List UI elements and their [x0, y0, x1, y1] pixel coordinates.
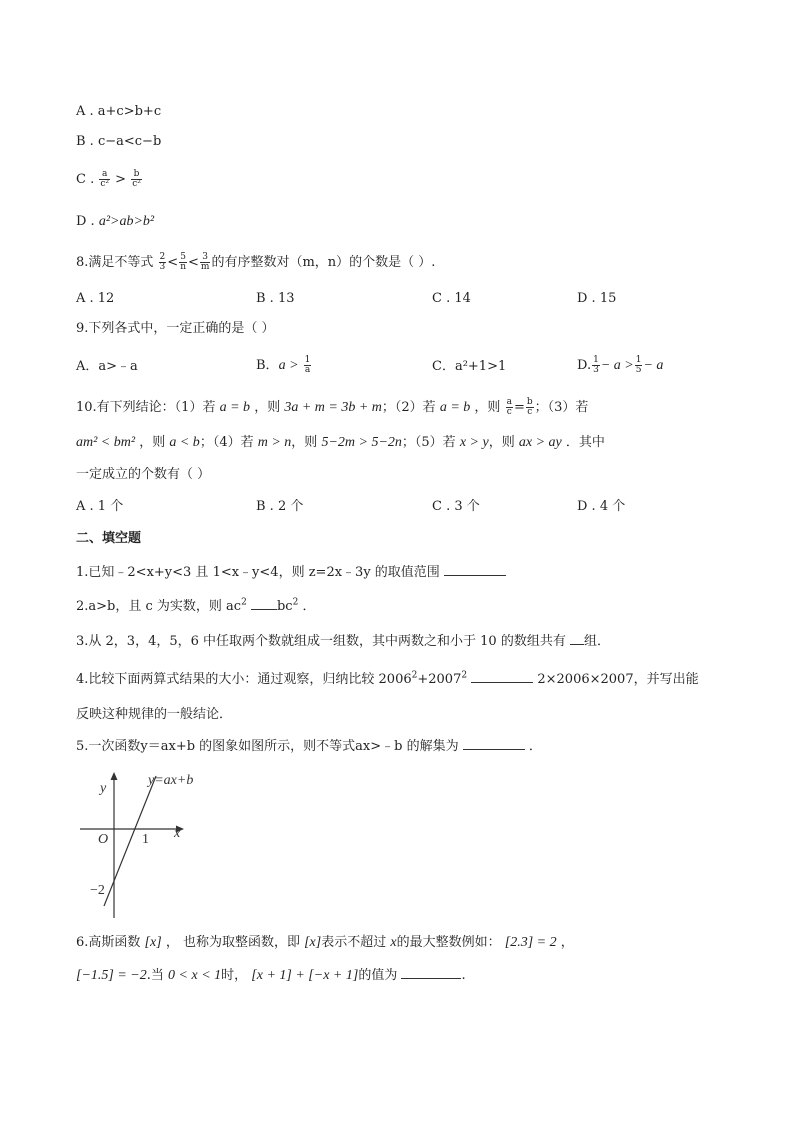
q10-line-2: [76, 434, 605, 452]
graph-y-intercept-label: −2: [90, 883, 105, 898]
fill-q6-i: ，: [560, 935, 574, 950]
q7-c-frac-2: [131, 170, 142, 189]
fill-q4-line-1: [76, 670, 699, 689]
fill-q4-sup-1: 2: [411, 670, 418, 681]
q7-c-den-1: c²: [100, 179, 110, 189]
q8-stem-before: 8.满足不等式: [76, 255, 154, 270]
q10-l1-frac-1: [506, 398, 513, 417]
q8-stem: [76, 253, 435, 272]
q9-option-c: C．a²+1>1: [432, 359, 507, 374]
q9-option-a: A．a>﹣a: [76, 359, 138, 374]
fill-q6-e: 表示不超过: [321, 935, 387, 950]
graph-origin-label: O: [98, 832, 109, 847]
q10-l2-h: ；（5）若: [401, 435, 456, 450]
q9-option-d: [577, 356, 663, 375]
fill-q4-blank[interactable]: [471, 670, 533, 683]
fill-q6-l2-b: .当: [146, 968, 164, 983]
q10-l1-num-1: a: [506, 397, 512, 407]
q10-l2-d: ；（4）若: [199, 435, 254, 450]
fill-q6-b: [x]: [144, 935, 162, 950]
q7-option-d-expr: a²>ab>b²: [98, 214, 155, 229]
q8-f1-den: 3: [159, 262, 166, 272]
fill-q1: [76, 563, 506, 582]
q8-op-1: <: [167, 255, 179, 270]
q9-d-den-1: 3: [593, 365, 599, 375]
section-heading: 二、填空题: [76, 531, 142, 546]
fill-q3: [76, 632, 610, 651]
q10-l2-e: m > n: [257, 435, 292, 450]
q10-option-a: A . 1 个: [76, 499, 124, 514]
q7-option-d-prefix: D .: [76, 214, 95, 229]
q10-l1-e: ；（2）若: [381, 400, 436, 415]
y-axis-arrow: [111, 772, 118, 780]
function-graph: [76, 766, 236, 926]
q10-l2-j: ，则: [488, 435, 515, 450]
fill-q6-l2-g: .: [461, 968, 466, 983]
q8-frac-1: [159, 253, 167, 272]
q8-option-d: D . 15: [577, 291, 617, 306]
fill-q6-l2-d: 时，: [221, 968, 248, 983]
fill-q6-line-2: [76, 966, 466, 985]
q10-l1-eq: =: [513, 400, 525, 415]
q7-c-num-2: b: [131, 170, 142, 180]
q8-f3-den: m: [200, 262, 210, 272]
q9-option-b-prefix: B．: [256, 358, 279, 373]
q8-option-b: B . 13: [256, 291, 295, 306]
fill-q6-l2-f: 的值为: [358, 968, 398, 983]
q9-stem: 9.下列各式中，一定正确的是（ ）: [76, 321, 275, 336]
graph-x-intercept-label: 1: [142, 832, 149, 847]
q8-f2-den: n: [180, 262, 186, 272]
fill-q3-blank[interactable]: [570, 632, 584, 645]
q7-option-b: B . c−a<c−b: [76, 134, 162, 149]
fill-q6-l2-a: [−1.5] = −2: [76, 968, 147, 983]
q7-c-frac-1: [99, 170, 110, 189]
q10-l2-a: am² < bm²: [76, 435, 136, 450]
q7-option-c: [76, 170, 143, 189]
q8-f1-num: 2: [159, 252, 166, 262]
q9-b-den: a: [304, 365, 311, 375]
fill-q5: [76, 737, 542, 756]
q10-l2-c: a < b: [169, 435, 200, 450]
q10-l1-b: a = b: [219, 400, 251, 415]
q8-f3-num: 3: [200, 253, 211, 263]
q9-d-num-2: 1: [635, 355, 642, 365]
q8-option-a: A . 12: [76, 291, 115, 306]
q7-c-num-1: a: [99, 170, 110, 180]
q10-l1-num-2: b: [526, 397, 533, 407]
q8-frac-3: [200, 253, 211, 272]
q9-b-num: 1: [304, 355, 311, 365]
q9-d-frac-2: [635, 356, 643, 375]
q10-l2-k: ax > ay: [518, 435, 562, 450]
q9-d-num-1: 1: [593, 355, 599, 365]
q8-option-c: C . 14: [432, 291, 471, 306]
fill-q3-text: 3.从 2，3，4，5，6 中任取两个数就组成一组数，其中两数之和小于 10 的数组共有: [76, 634, 566, 649]
fill-q3-end: 组．: [583, 634, 610, 649]
q8-f2-num: 5: [180, 252, 186, 262]
fill-q2-b: bc: [276, 599, 293, 614]
fill-q6-a: 6.高斯函数: [76, 935, 141, 950]
fill-q6-g: 的最大整数例如：: [396, 935, 501, 950]
q10-l1-den-2: c: [527, 407, 533, 417]
fill-q5-blank[interactable]: [463, 737, 525, 750]
fill-q2-sup-2: 2: [292, 597, 299, 608]
q10-l1-f: a = b: [439, 400, 471, 415]
graph-x-label: x: [174, 826, 181, 841]
q10-l1-frac-2: [526, 398, 534, 417]
fill-q1-text: 1.已知﹣2<x+y<3 且 1<x﹣y<4，则 z=2x﹣3y 的取值范围: [76, 565, 440, 580]
q9-option-d-end: − a: [643, 358, 664, 373]
fill-q4-sup-2: 2: [461, 670, 468, 681]
fill-q2-c: ．: [302, 599, 316, 614]
graph-line-label: y=ax+b: [148, 773, 194, 788]
q7-option-a: A . a+c>b+c: [76, 104, 162, 119]
fill-q4-a: 4.比较下面两算式结果的大小：通过观察，归纳比较 2006: [76, 672, 412, 687]
q8-stem-after: 的有序整数对（m，n）的个数是（ ）.: [211, 255, 436, 270]
q10-l1-d: 3a + m = 3b + m: [284, 400, 382, 415]
q10-l1-i: ；（3）若: [534, 400, 589, 415]
q10-l1-a: 10.有下列结论：（1）若: [76, 400, 216, 415]
fill-q5-end: ．: [528, 739, 542, 754]
q9-option-d-prefix: D.: [577, 358, 592, 373]
fill-q4-b: +2007: [417, 672, 462, 687]
q10-l2-i: x > y: [459, 435, 489, 450]
q10-l2-b: ，则: [139, 435, 166, 450]
q8-frac-2: [179, 253, 187, 272]
q7-c-op: >: [115, 172, 127, 187]
fill-q4-line-2: 反映这种规律的一般结论．: [76, 707, 233, 722]
q7-option-c-prefix: C .: [76, 172, 95, 187]
q9-option-b: [256, 356, 312, 375]
fill-q6-l2-e: [x + 1] + [−x + 1]: [251, 968, 359, 983]
q10-option-c: C . 3 个: [432, 499, 480, 514]
fill-q6-d: [x]: [304, 935, 322, 950]
q10-l2-g: 5−2m > 5−2n: [321, 435, 402, 450]
fill-q6-l2-c: 0 < x < 1: [168, 968, 222, 983]
fill-q6-line-1: [76, 934, 574, 952]
q9-b-frac: [304, 356, 312, 375]
q7-c-den-2: c²: [132, 179, 141, 189]
q7-option-d: [76, 213, 154, 231]
q10-l1-den-1: c: [506, 407, 512, 417]
q9-option-d-mid: − a >: [600, 358, 634, 373]
q10-l2-l: ．其中: [565, 435, 605, 450]
q10-option-b: B . 2 个: [256, 499, 304, 514]
q10-l1-g: ，则: [474, 400, 501, 415]
q9-d-frac-1: [592, 356, 600, 375]
fill-q1-blank[interactable]: [444, 563, 506, 576]
fill-q2-blank[interactable]: [251, 597, 277, 610]
graph-y-label: y: [100, 781, 107, 796]
fill-q6-c: ， 也称为取整函数，即: [165, 935, 300, 950]
fill-q4-c: 2×2006×2007，并写出能: [537, 672, 699, 687]
q10-line-3: 一定成立的个数有（ ）: [76, 467, 211, 482]
fill-q2-sup-1: 2: [241, 597, 247, 608]
q8-op-2: <: [187, 255, 199, 270]
fill-q2: [76, 597, 315, 616]
fill-q5-text: 5.一次函数y＝ax+b 的图象如图所示，则不等式ax>﹣b 的解集为: [76, 739, 459, 754]
fill-q6-blank[interactable]: [401, 966, 461, 979]
fill-q6-h: [2.3] = 2: [504, 935, 557, 950]
fill-q6-f: x: [390, 935, 397, 950]
q9-d-den-2: 5: [635, 365, 642, 375]
q9-option-b-expr: a >: [278, 358, 299, 373]
q10-option-d: D . 4 个: [577, 499, 626, 514]
q10-line-1: [76, 398, 588, 417]
q10-l2-f: ，则: [291, 435, 318, 450]
fill-q2-a: 2.a>b，且 c 为实数，则 ac: [76, 599, 242, 614]
q10-l1-c: ，则: [254, 400, 281, 415]
